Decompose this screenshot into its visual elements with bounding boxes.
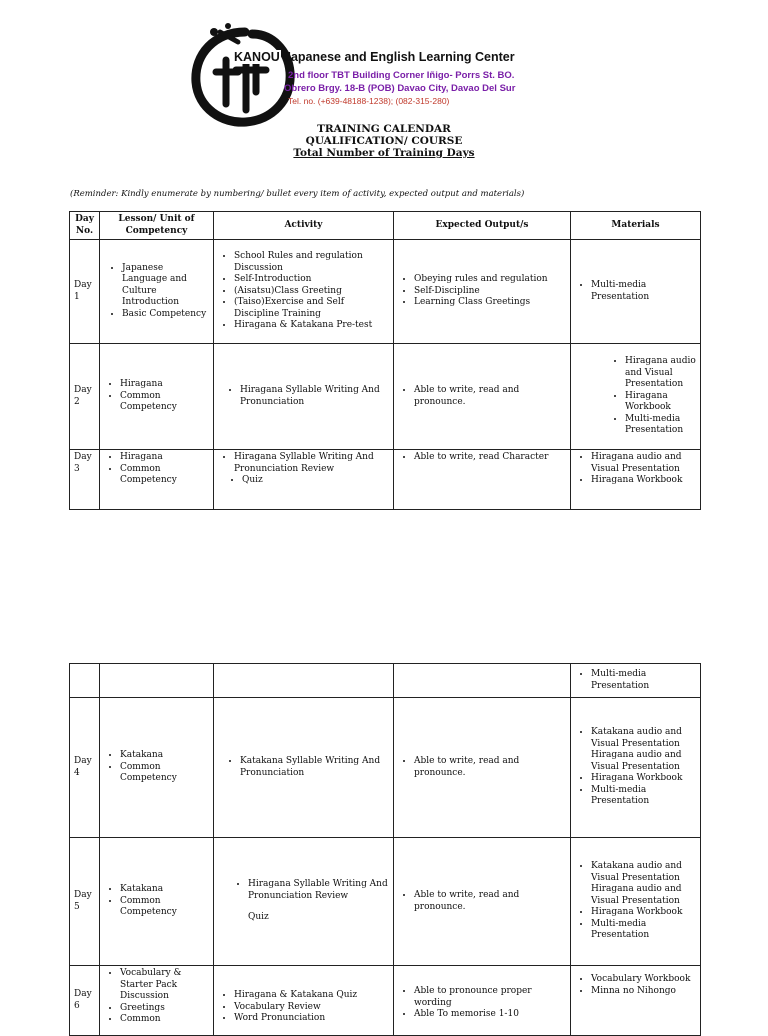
activity-cell [214, 966, 394, 1036]
list-item: • Able to write, read and pronounce. [414, 756, 566, 779]
list-item: • Self-Introduction [234, 274, 389, 286]
output-cell [394, 966, 571, 1036]
header-activity: Activity [214, 212, 394, 240]
list-item: • Hiragana Workbook [625, 391, 696, 414]
materials-cell [571, 838, 701, 966]
header-lesson: Lesson/ Unit of Competency [100, 212, 214, 240]
list-item: • Able to write, read and pronounce. [414, 890, 566, 913]
day-cell: Day 4 [70, 698, 100, 838]
materials-cell [571, 664, 701, 698]
list-item: • (Taiso)Exercise and Self Discipline Training [234, 297, 389, 320]
list-item: • Japanese Language and Culture Introduction [122, 263, 209, 309]
day-cell: Day 6 [70, 966, 100, 1036]
day-cell: Day 2 [70, 344, 100, 450]
list-item: • Hiragana & Katakana Quiz [234, 990, 389, 1002]
header-materials: Materials [571, 212, 701, 240]
address-line-1: 2nd floor TBT Building Corner Iñigo- Porrs St. BO. [288, 70, 515, 81]
list-item: • (Aisatsu)Class Greeting [234, 286, 389, 298]
list-item: • Word Pronunciation [234, 1013, 389, 1025]
output-cell [394, 450, 571, 510]
title-total-days: Total Number of Training Days [293, 147, 475, 159]
list-item: • Multi-media Presentation [591, 919, 696, 942]
lesson-cell [100, 966, 214, 1036]
output-cell [394, 344, 571, 450]
list-item: • Hiragana Workbook [591, 773, 696, 785]
materials-cell [571, 698, 701, 838]
output-cell [394, 698, 571, 838]
output-cell [394, 240, 571, 344]
table-row [70, 450, 701, 510]
list-item: • Able to write, read and pronounce. [414, 385, 566, 408]
day-cell [70, 664, 100, 698]
day-cell: Day 3 [70, 450, 100, 510]
list-item: • Learning Class Greetings [414, 297, 566, 309]
lesson-cell [100, 664, 214, 698]
list-item: • Common Competency [120, 762, 209, 785]
list-item: • Quiz [242, 475, 389, 487]
list-item: • Hiragana audio and Visual Presentation [591, 452, 696, 475]
table-row [70, 966, 701, 1036]
list-item: • Able to write, read Character [414, 452, 566, 464]
lesson-cell [100, 344, 214, 450]
list-item: • Vocabulary Workbook [591, 974, 696, 986]
list-item: • Able To memorise 1-10 [414, 1009, 566, 1021]
list-item: • Vocabulary Review [234, 1002, 389, 1014]
activity-cell [214, 664, 394, 698]
list-item: • Katakana Syllable Writing And Pronunciation [240, 756, 389, 779]
reminder-note: (Reminder: Kindly enumerate by numbering/ bullet every item of activity, expected output and materials) [70, 189, 525, 199]
org-name: Japanese and English Learning Center [284, 50, 515, 64]
list-item: • Vocabulary & Starter Pack Discussion [120, 968, 209, 1003]
list-item: • Able to pronounce proper wording [414, 986, 566, 1009]
list-item: • Multi-media Presentation [591, 669, 696, 692]
materials-cell [571, 344, 701, 450]
activity-cell [214, 344, 394, 450]
list-item: • Katakana [120, 750, 209, 762]
list-item: • Hiragana audio and Visual Presentation [625, 356, 696, 391]
list-item: • Hiragana [120, 379, 209, 391]
output-cell [394, 664, 571, 698]
list-item: • Common [120, 1014, 209, 1026]
table-row [70, 698, 701, 838]
activity-cell [214, 698, 394, 838]
letterhead [180, 20, 540, 130]
lesson-cell [100, 838, 214, 966]
list-item: • Basic Competency [122, 309, 209, 321]
list-item: • Hiragana [120, 452, 209, 464]
list-item: • Hiragana & Katakana Pre-test [234, 320, 389, 332]
lesson-cell [100, 698, 214, 838]
table-row [70, 240, 701, 344]
materials-cell [571, 450, 701, 510]
logo-wordmark: KANOU [234, 50, 280, 64]
table-row [70, 344, 701, 450]
activity-cell [214, 450, 394, 510]
table-row [70, 838, 701, 966]
activity-cell [214, 838, 394, 966]
day-cell: Day 5 [70, 838, 100, 966]
list-item: • Hiragana Syllable Writing And Pronunciation Review [248, 879, 389, 902]
list-item: • Common Competency [120, 391, 209, 414]
list-item: • Multi-media Presentation [625, 414, 696, 437]
header-day: Day No. [70, 212, 100, 240]
document-titles [0, 123, 768, 159]
list-item: • Katakana audio and Visual Presentation Hiragana audio and Visual Presentation [591, 727, 696, 773]
list-item: • Katakana [120, 884, 209, 896]
lesson-cell [100, 450, 214, 510]
training-table-page-2 [69, 663, 701, 1036]
table-row [70, 664, 701, 698]
header-output: Expected Output/s [394, 212, 571, 240]
training-table-page-1 [69, 211, 701, 510]
list-item: • Katakana audio and Visual Presentation Hiragana audio and Visual Presentation [591, 861, 696, 907]
title-qualification: QUALIFICATION/ COURSE [305, 135, 463, 147]
activity-cell [214, 240, 394, 344]
materials-cell [571, 240, 701, 344]
lesson-cell [100, 240, 214, 344]
list-item: • Minna no Nihongo [591, 986, 696, 998]
output-cell [394, 838, 571, 966]
list-item: • Common Competency [120, 896, 209, 919]
list-item: • Greetings [120, 1003, 209, 1015]
list-item: • Self-Discipline [414, 286, 566, 298]
address-line-2: Obrero Brgy. 18-B (POB) Davao City, Davao Del Sur [284, 83, 516, 94]
list-item: • Hiragana Syllable Writing And Pronunciation Review [234, 452, 389, 475]
list-item: • School Rules and regulation Discussion [234, 251, 389, 274]
list-item: • Multi-media Presentation [591, 785, 696, 808]
title-training-calendar: TRAINING CALENDAR [317, 123, 451, 135]
list-item: • Hiragana Workbook [591, 907, 696, 919]
list-item: • Multi-media Presentation [591, 280, 696, 303]
table-header-row [70, 212, 701, 240]
list-item: • Obeying rules and regulation [414, 274, 566, 286]
telephone-line: Tel. no. (+639-48188-1238); (082-315-280) [288, 96, 450, 106]
list-item: • Hiragana Workbook [591, 475, 696, 487]
list-item: • Hiragana Syllable Writing And Pronunciation [240, 385, 389, 408]
day-cell: Day 1 [70, 240, 100, 344]
materials-cell [571, 966, 701, 1036]
quiz-label: Quiz [248, 912, 269, 923]
list-item: • Common Competency [120, 464, 209, 487]
